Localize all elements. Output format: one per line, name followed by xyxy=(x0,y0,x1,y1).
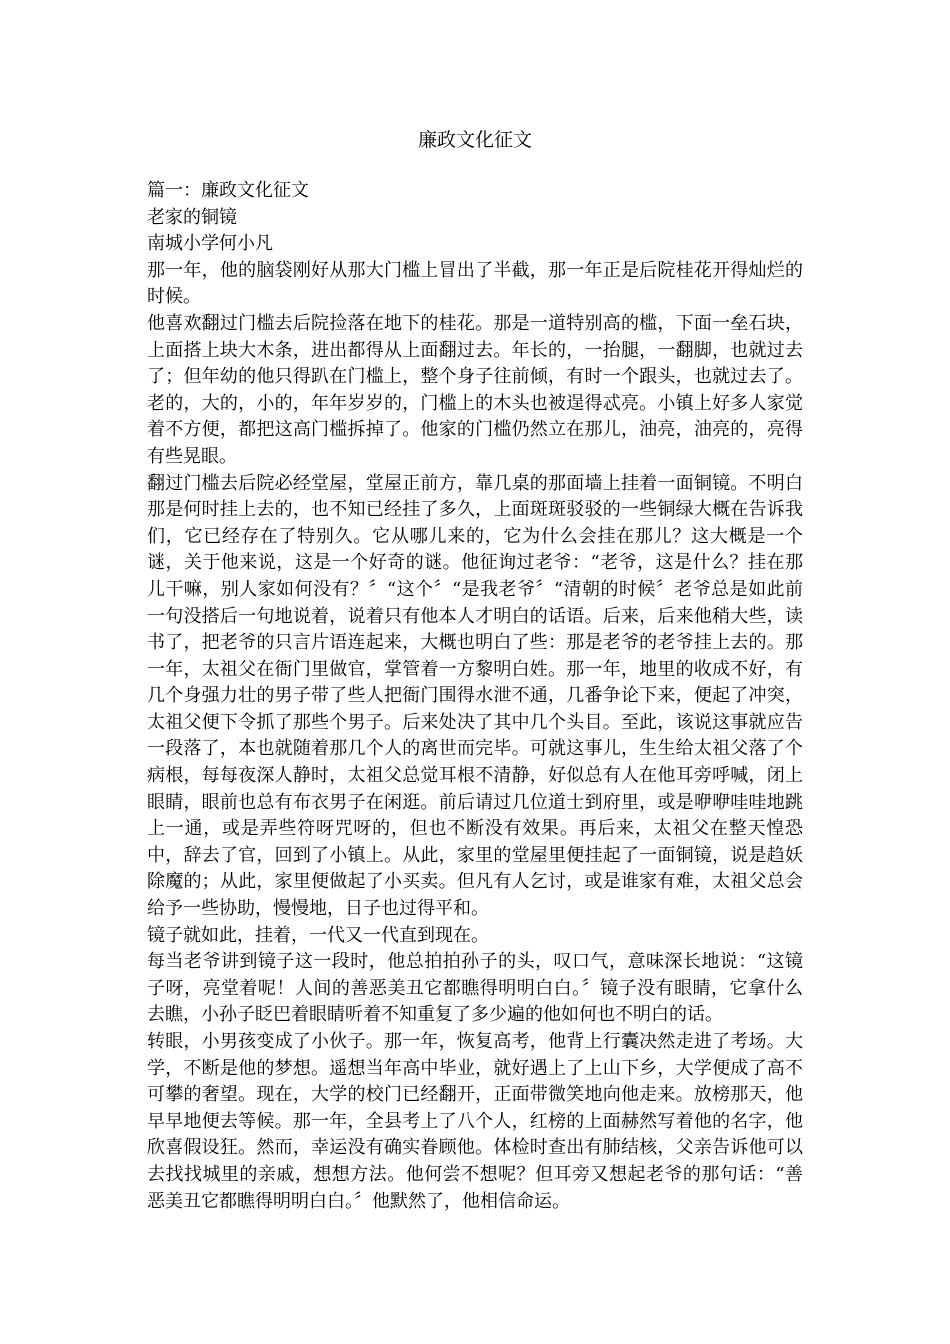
paragraph: 转眼，小男孩变成了小伙子。那一年，恢复高考，他背上行囊决然走进了考场。大学，不断是他的梦想。遥想当年高中毕业，就好遇上了上山下乡，大学便成了高不可攀的奢望。现在，大学的校门已经翻开，正面带微笑地向他走来。放榜那天，他早早地便去等候。那一年，全县考上了八个人，红榜的上面赫然写着他的名字，他欣喜假设狂。然而，幸运没有确实眷顾他。体检时查出有肺结核，父亲告诉他可以去找找城里的亲戚，想想方法。他何尝不想呢？但耳旁又想起老爷的那句话：“善恶美丑它都瞧得明明白白。〞他默然了，他相信命运。 xyxy=(147,1031,803,1212)
paragraph: 他喜欢翻过门槛去后院捡落在地下的桂花。那是一道特别高的槛，下面一垒石块，上面搭上块大木条，进出都得从上面翻过去。年长的，一抬腿，一翻脚，也就过去了；但年幼的他只得趴在门槛上，整个身子往前倾，有时一个跟头，也就过去了。老的，大的，小的，年年岁岁的，门槛上的木头也被逞得忒亮。小镇上好多人家觉着不方便，都把这高门槛拆掉了。他家的门槛仍然立在那儿，油亮，油亮的，亮得有些晃眼。 xyxy=(147,312,803,467)
document-body xyxy=(147,178,803,1215)
paragraph: 每当老爷讲到镜子这一段时，他总拍拍孙子的头，叹口气，意味深长地说：“这镜子呀，亮堂着呢！人间的善恶美丑它都瞧得明明白白。〞镜子没有眼睛，它拿什么去瞧，小孙子眨巴着眼睛听着不知重复了多少遍的他如何也不明白的话。 xyxy=(147,951,803,1026)
essay-title: 老家的铜镜 xyxy=(147,206,237,228)
paragraph: 翻过门槛去后院必经堂屋，堂屋正前方，靠几桌的那面墙上挂着一面铜镜。不明白那是何时挂上去的，也不知已经挂了多久，上面斑斑驳驳的一些铜绿大概在告诉我们，它已经存在了特别久。它从哪儿来的，它为什么会挂在那儿？这大概是一个谜，关于他来说，这是一个好奇的谜。他征询过老爷：“老爷，这是什么？挂在那儿干嘛，别人家如何没有？〞“这个〞“是我老爷〞“清朝的时候〞老爷总是如此前一句没搭后一句地说着，说着只有他本人才明白的话语。后来，后来他稍大些，读书了，把老爷的只言片语连起来，大概也明白了些：那是老爷的老爷挂上去的。那一年，太祖父在衙门里做官，掌管着一方黎明白姓。那一年，地里的收成不好，有几个身强力壮的男子带了些人把衙门围得水泄不通，几番争论下来，便起了冲突，太祖父便下令抓了那些个男子。后来处决了其中几个头目。至此，该说这事就应告一段落了，本也就随着那几个人的离世而完毕。可就这事儿，生生给太祖父落了个病根，每每夜深人静时，太祖父总觉耳根不清静，好似总有人在他耳旁呼喊，闭上眼睛，眼前也总有布衣男子在闲逛。前后请过几位道士到府里，或是咿咿哇哇地跳上一通，或是弄些符呀咒呀的，但也不断没有效果。再后来，太祖父在整天惶恐中，辞去了官，回到了小镇上。从此，家里的堂屋里便挂起了一面铜镜，说是趋妖除魔的；从此，家里便做起了小买卖。但凡有人乞讨，或是谁家有难，太祖父总会给予一些协助，慢慢地，日子也过得平和。 xyxy=(147,472,803,920)
section-heading: 篇一：廉政文化征文 xyxy=(147,180,309,201)
author-line: 南城小学何小凡 xyxy=(147,233,273,255)
paragraph: 镜子就如此，挂着，一代又一代直到现在。 xyxy=(147,924,489,946)
paragraph: 那一年，他的脑袋刚好从那大门槛上冒出了半截，那一年正是后院桂花开得灿烂的时候。 xyxy=(147,259,803,308)
document-title: 廉政文化征文 xyxy=(417,129,532,151)
